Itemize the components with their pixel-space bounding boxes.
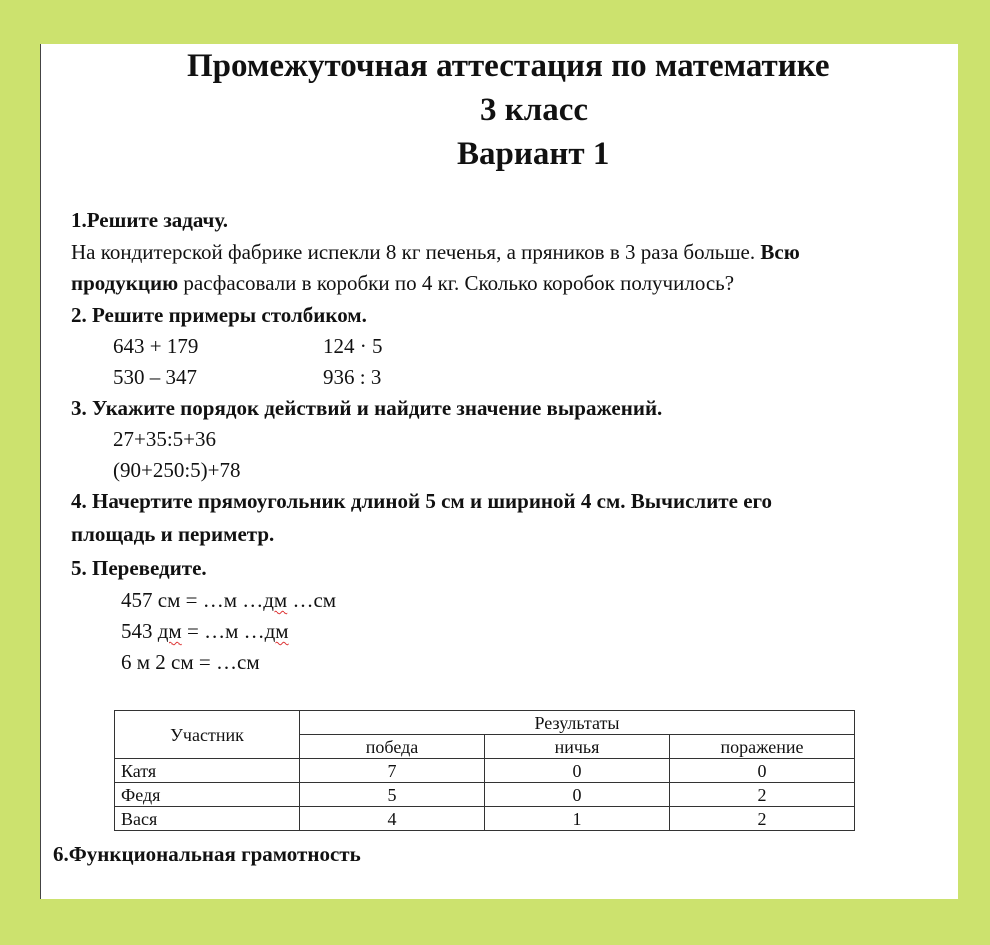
task1-text-bold2: продукцию	[71, 271, 179, 295]
task6-heading: 6.Функциональная грамотность	[53, 842, 361, 866]
document-page	[40, 44, 958, 899]
row-win: 5	[300, 783, 485, 807]
task5-conversion-2	[121, 619, 289, 644]
task4-line-2: площадь и периметр.	[71, 522, 275, 546]
header-draw: ничья	[485, 735, 670, 759]
title-line-2: 3 класс	[480, 92, 589, 128]
task2-example-3: 530 – 347	[113, 365, 197, 389]
task2-heading: 2. Решите примеры столбиком.	[71, 303, 367, 327]
row-draw: 1	[485, 807, 670, 831]
conv1-part-b: …см	[287, 588, 337, 612]
row-loss: 0	[670, 759, 855, 783]
task1-text-bold1: Всю	[760, 240, 800, 264]
row-draw: 0	[485, 783, 670, 807]
task2-example-4: 936 : 3	[323, 365, 382, 389]
row-draw: 0	[485, 759, 670, 783]
table-row	[115, 783, 855, 807]
conv2-dm2: дм	[264, 619, 289, 643]
row-loss: 2	[670, 807, 855, 831]
conv1-part-a: 457 см = …м …	[121, 588, 264, 612]
header-results: Результаты	[300, 711, 855, 735]
conv2-part-b: = …м …	[181, 619, 265, 643]
row-name: Вася	[115, 807, 300, 831]
row-win: 7	[300, 759, 485, 783]
row-name: Федя	[115, 783, 300, 807]
row-win: 4	[300, 807, 485, 831]
task3-example-1: 27+35:5+36	[113, 427, 217, 451]
task4-line-1: 4. Начертите прямоугольник длиной 5 см и шириной 4 см. Вычислите его	[71, 489, 773, 513]
header-win: победа	[300, 735, 485, 759]
header-participant: Участник	[115, 711, 300, 759]
table-header-row	[115, 711, 855, 735]
task1-text-line2	[71, 271, 734, 296]
table-row	[115, 759, 855, 783]
task1-heading: 1.Решите задачу.	[71, 208, 229, 232]
task2-example-2: 124 · 5	[323, 334, 383, 358]
row-name: Катя	[115, 759, 300, 783]
task2-example-1: 643 + 179	[113, 334, 199, 358]
row-loss: 2	[670, 783, 855, 807]
task3-heading: 3. Укажите порядок действий и найдите значение выражений.	[71, 396, 663, 420]
title-line-1: Промежуточная аттестация по математике	[187, 48, 830, 84]
conv1-dm: дм	[263, 588, 288, 612]
task5-heading: 5. Переведите.	[71, 556, 207, 580]
conv2-part-a: 543	[121, 619, 158, 643]
task1-text-b: расфасовали в коробки по 4 кг. Сколько коробок получилось?	[178, 271, 735, 295]
conv2-dm: дм	[157, 619, 182, 643]
task5-conversion-1	[121, 588, 336, 613]
task1-text-a: На кондитерской фабрике испекли 8 кг печенья, а пряников в 3 раза больше.	[71, 240, 761, 264]
table-row	[115, 807, 855, 831]
title-line-3: Вариант 1	[457, 136, 610, 172]
task3-example-2: (90+250:5)+78	[113, 458, 241, 482]
results-table	[114, 710, 855, 831]
task5-conversion-3: 6 м 2 см = …см	[121, 650, 260, 674]
header-loss: поражение	[670, 735, 855, 759]
task1-text-line1	[71, 240, 800, 265]
